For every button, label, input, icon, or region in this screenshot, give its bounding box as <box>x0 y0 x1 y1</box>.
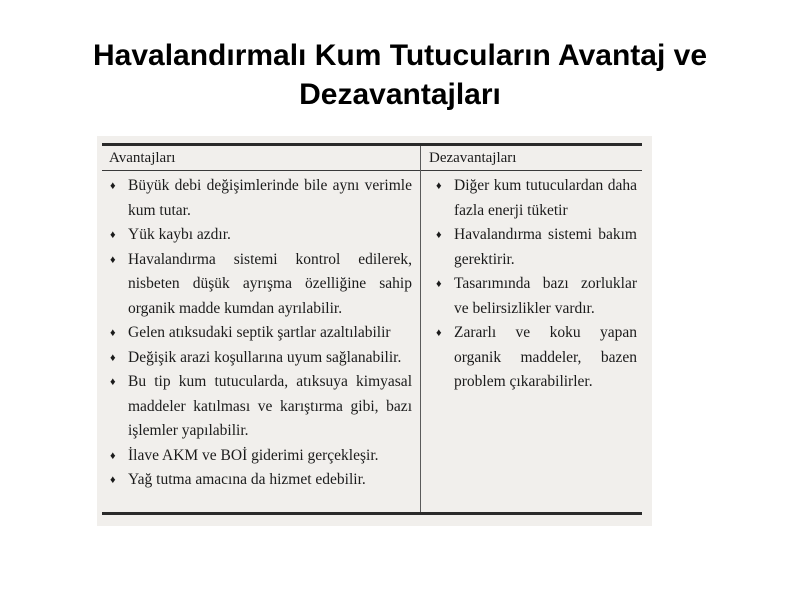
disadvantage-text: Diğer kum tutuculardan daha fazla enerji tüketir <box>454 177 637 219</box>
table-bottom-rule <box>102 512 642 515</box>
advantage-item <box>107 174 412 223</box>
diamond-bullet-icon: ♦ <box>110 253 116 266</box>
slide-title: Havalandırmalı Kum Tutucuların Avantaj ve Dezavantajları <box>92 39 708 111</box>
diamond-bullet-icon: ♦ <box>110 180 116 192</box>
advantage-text: Yağ tutma amacına da hizmet edebilir. <box>128 471 366 488</box>
diamond-bullet-icon: ♦ <box>436 180 442 192</box>
disadvantage-item <box>433 174 637 223</box>
table-column-divider <box>420 146 421 512</box>
disadvantages-list <box>433 174 637 395</box>
advantage-item <box>107 370 412 444</box>
advantage-text: Değişik arazi koşullarına uyum sağlanabilir. <box>128 348 402 366</box>
disadvantage-text: Tasarımında bazı zorluklar ve belirsizlikler vardır. <box>454 275 637 317</box>
diamond-bullet-icon: ♦ <box>110 376 116 388</box>
advantage-text: Yük kaybı azdır. <box>128 226 231 243</box>
disadvantages-header: Dezavantajları <box>429 150 517 166</box>
advantage-text: Gelen atıksudaki septik şartlar azaltılabilir <box>128 324 391 341</box>
disadvantage-text: Havalandırma sistemi bakım gerektirir. <box>454 226 637 268</box>
diamond-bullet-icon: ♦ <box>110 327 116 339</box>
advantage-item <box>107 223 412 248</box>
diamond-bullet-icon: ♦ <box>110 229 116 241</box>
advantage-text: Büyük debi değişimlerinde bile aynı verimle kum tutar. <box>128 177 412 219</box>
scanned-table-image <box>97 136 652 526</box>
diamond-bullet-icon: ♦ <box>110 351 116 364</box>
diamond-bullet-icon: ♦ <box>436 327 442 339</box>
advantage-item <box>107 346 412 371</box>
diamond-bullet-icon: ♦ <box>436 278 442 290</box>
diamond-bullet-icon: ♦ <box>110 449 116 462</box>
advantage-item <box>107 321 412 346</box>
diamond-bullet-icon: ♦ <box>110 474 116 486</box>
disadvantage-item <box>433 321 637 395</box>
advantage-text: Havalandırma sistemi kontrol edilerek, nisbeten düşük ayrışma özelliğine sahip organik madde kumdan ayrılabilir. <box>128 250 412 317</box>
diamond-bullet-icon: ♦ <box>436 229 442 241</box>
advantage-text: İlave AKM ve BOİ giderimi gerçekleşir. <box>128 446 379 464</box>
table-header-rule <box>102 170 642 171</box>
advantages-list <box>107 174 412 493</box>
advantage-item <box>107 248 412 322</box>
advantage-text: Bu tip kum tutucularda, atıksuya kimyasal maddeler katılması ve karıştırma gibi, bazı işlemler yapılabilir. <box>128 373 412 439</box>
disadvantage-item <box>433 223 637 272</box>
table-top-rule <box>102 143 642 146</box>
disadvantage-item <box>433 272 637 321</box>
advantage-item <box>107 468 412 493</box>
advantage-item <box>107 444 412 469</box>
disadvantage-text: Zararlı ve koku yapan organik maddeler, bazen problem çıkarabilirler. <box>454 324 637 390</box>
advantages-header: Avantajları <box>109 150 176 166</box>
